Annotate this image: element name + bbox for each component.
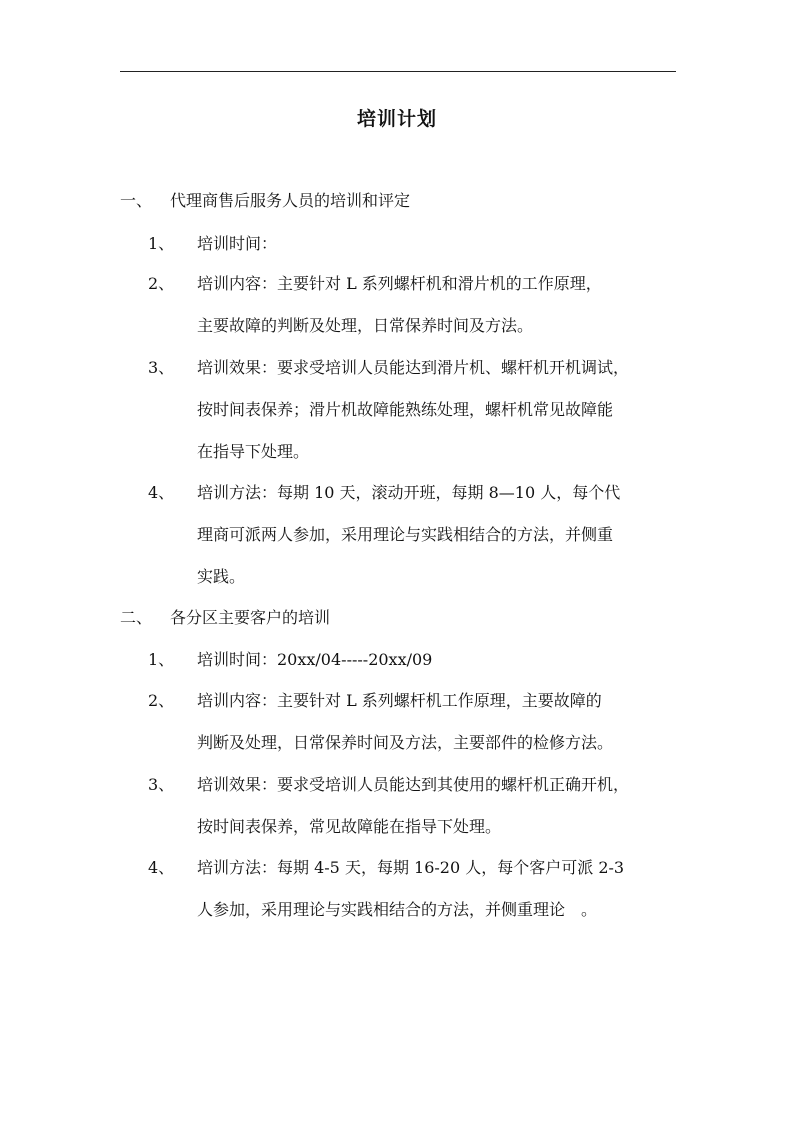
item-number: 1、 bbox=[148, 234, 175, 253]
item-text-line: 实践。 bbox=[197, 567, 246, 586]
item-text-line: 培训方法：每期 4-5 天，每期 16-20 人，每个客户可派 2-3 bbox=[197, 858, 625, 877]
item-text-line: 理商可派两人参加，采用理论与实践相结合的方法，并侧重 bbox=[197, 525, 614, 544]
item-text-line: 按时间表保养，常见故障能在指导下处理。 bbox=[197, 817, 502, 836]
item-text-line: 在指导下处理。 bbox=[197, 442, 310, 461]
item-text-line: 培训时间：20xx/04-----20xx/09 bbox=[197, 650, 433, 669]
item-text-line: 培训时间： bbox=[197, 234, 278, 253]
item-number: 3、 bbox=[148, 775, 175, 794]
item-text-line: 培训内容：主要针对 L 系列螺杆机和滑片机的工作原理， bbox=[197, 274, 602, 293]
item-text-line: 培训内容：主要针对 L 系列螺杆机工作原理，主要故障的 bbox=[197, 691, 602, 710]
document-title: 培训计划 bbox=[356, 108, 437, 130]
item-text-line: 按时间表保养；滑片机故障能熟练处理，螺杆机常见故障能 bbox=[197, 400, 614, 419]
section-2-number: 二、 bbox=[120, 608, 153, 627]
section-1-heading: 代理商售后服务人员的培训和评定 bbox=[170, 191, 411, 210]
item-text-line: 培训效果：要求受培训人员能达到其使用的螺杆机正确开机， bbox=[197, 775, 630, 794]
item-text-line: 主要故障的判断及处理，日常保养时间及方法。 bbox=[197, 316, 534, 335]
item-number: 4、 bbox=[148, 858, 175, 877]
item-number: 4、 bbox=[148, 483, 175, 502]
section-2-heading: 各分区主要客户的培训 bbox=[170, 608, 331, 627]
item-number: 2、 bbox=[148, 274, 175, 293]
item-number: 2、 bbox=[148, 691, 175, 710]
item-text-line: 人参加，采用理论与实践相结合的方法，并侧重理论 。 bbox=[197, 900, 598, 919]
item-text-line: 判断及处理，日常保养时间及方法，主要部件的检修方法。 bbox=[197, 733, 614, 752]
item-text-line: 培训方法：每期 10 天，滚动开班，每期 8—10 人，每个代 bbox=[197, 483, 621, 502]
section-1-number: 一、 bbox=[120, 191, 153, 210]
top-rule bbox=[120, 71, 676, 72]
item-number: 1、 bbox=[148, 650, 175, 669]
item-number: 3、 bbox=[148, 358, 175, 377]
item-text-line: 培训效果：要求受培训人员能达到滑片机、螺杆机开机调试， bbox=[197, 358, 630, 377]
